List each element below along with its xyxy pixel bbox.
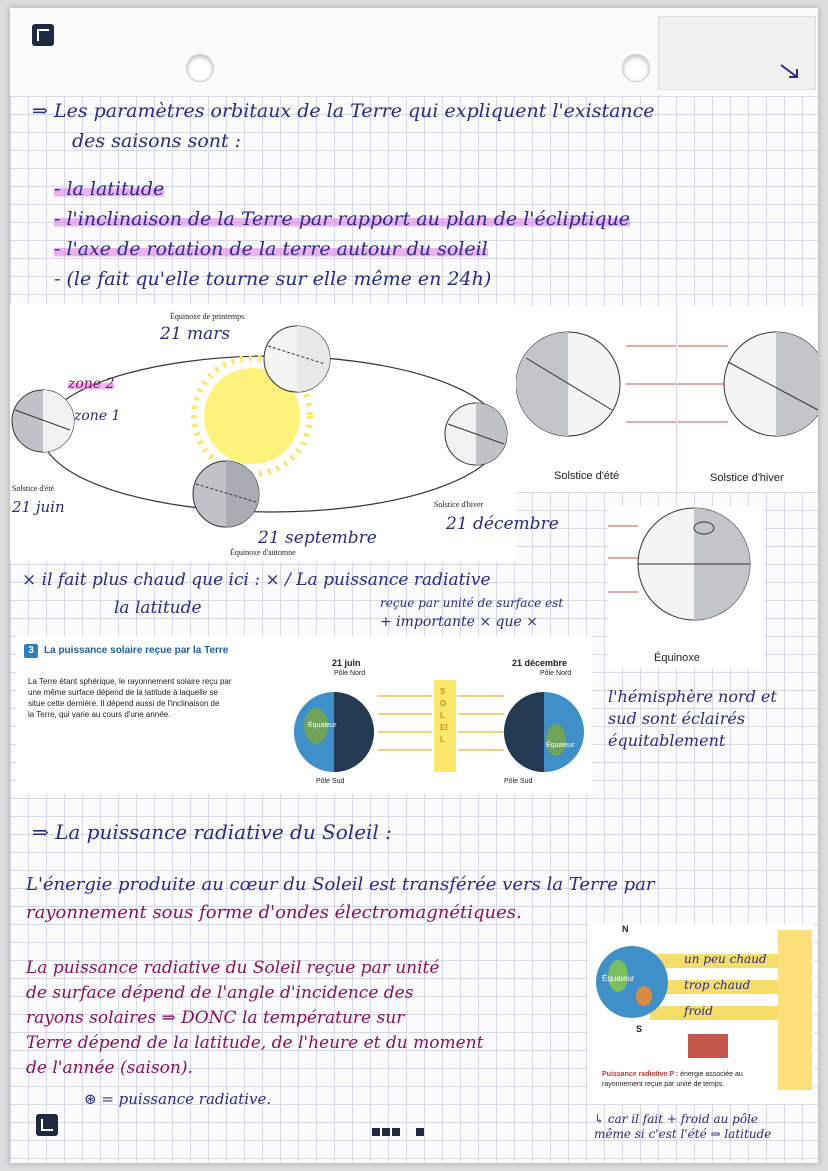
textbook-title: La puissance solaire reçue par la Terre	[44, 645, 229, 656]
latitude-line-1: × il fait plus chaud que ici : × / La puissance radiative	[22, 570, 491, 590]
punch-hole-right	[622, 54, 650, 82]
menu-logo-icon[interactable]	[36, 1114, 58, 1136]
december-label: 21 décembre	[512, 658, 568, 668]
page-dot[interactable]	[382, 1128, 390, 1136]
punch-hole-left	[186, 54, 214, 82]
page-dot[interactable]	[416, 1128, 424, 1136]
notebook-page	[10, 8, 818, 1163]
summer-solstice-label: Solstice d'été	[12, 484, 55, 493]
textbook-figure	[16, 636, 592, 794]
june-label: 21 juin	[332, 658, 361, 668]
orbit-diagram	[10, 304, 559, 562]
list-item: - la latitude	[54, 178, 165, 200]
winter-solstice-caption: Solstice d'hiver	[710, 472, 784, 484]
legend: Puissance radiative P : énergie associée au rayonnement reçue par unité de temps.	[602, 1071, 743, 1088]
list-item: - l'axe de rotation de la terre autour du soleil	[54, 238, 488, 260]
page-indicator[interactable]	[372, 1128, 430, 1136]
autumn-date: 21 septembre	[258, 528, 377, 548]
spring-equinox-label: Équinoxe de printemps	[170, 312, 245, 321]
winter-solstice-figure	[678, 306, 818, 466]
summer-date: 21 juin	[12, 498, 65, 516]
sticky-note	[658, 16, 816, 90]
earth-spring-equinox-icon	[264, 326, 330, 392]
summer-solstice-caption: Solstice d'été	[554, 470, 620, 482]
app-logo-icon[interactable]	[32, 24, 54, 46]
north-pole-label-december: Pôle Nord	[540, 670, 572, 677]
orbit-figure	[10, 304, 516, 562]
list-item: - l'inclinaison de la Terre par rapport au plan de l'écliptique	[54, 208, 631, 230]
heat-label-2: trop chaud	[684, 978, 751, 992]
earth-winter-solstice-icon	[445, 403, 507, 465]
equator-label-june: Équateur	[308, 722, 337, 729]
earth-june-icon	[294, 692, 374, 772]
intro-line-2: des saisons sont :	[72, 130, 242, 152]
arrow-down-right-icon	[775, 61, 805, 81]
paragraph1-line2: rayonnement sous forme d'ondes électromagnétiques.	[26, 902, 522, 923]
footnote: ⊛ = puissance radiative.	[84, 1090, 272, 1108]
equinox-caption: Équinoxe	[654, 652, 700, 664]
winter-solstice-label: Solstice d'hiver	[434, 500, 484, 509]
textbook-body: La Terre étant sphérique, le rayonnement solaire reçu par une même surface dépend de la latitude à laquelle se situe cette dernière. Il dépend aussi de l'inclinaison de la Terre, qui varie au cours d'une année.	[28, 677, 232, 719]
summer-solstice-figure	[516, 306, 676, 466]
bottom-note: ↳ car il fait + froid au pôle même si c'est l'été ⇒ latitude	[594, 1112, 772, 1141]
earth-december-icon	[504, 692, 584, 772]
heat-label-1: un peu chaud	[684, 952, 767, 966]
summer-solstice-panel	[516, 306, 676, 492]
south-pole-label-december: Pôle Sud	[504, 778, 533, 785]
textbook-excerpt	[16, 636, 592, 794]
page-dot[interactable]	[372, 1128, 380, 1136]
equator-label-december: Équateur	[546, 742, 575, 749]
zone1-label: zone 1	[74, 408, 121, 424]
latitude-line-2: la latitude	[114, 598, 202, 618]
sun-card	[588, 924, 814, 1104]
earth-summer-solstice-icon	[12, 390, 74, 452]
doc-number-badge: 3	[24, 644, 38, 658]
latitude-line-3: reçue par unité de surface est	[380, 596, 564, 610]
north-pole-label-june: Pôle Nord	[334, 670, 366, 677]
latitude-line-4: + importante × que ×	[380, 614, 538, 630]
zone2-label: zone 2	[68, 376, 115, 392]
intro-line-1: ⇒ Les paramètres orbitaux de la Terre qui expliquent l'existance	[32, 100, 655, 122]
paragraph2: La puissance radiative du Soleil reçue par unité de surface dépend de l'angle d'incidence des rayons solaires ⇒ DONC la température sur Terre dépend de la latitude, de l'heure et du moment de l'année (saison).	[26, 958, 484, 1078]
earth-autumn-equinox-icon	[193, 461, 259, 527]
equinox-figure	[608, 506, 764, 646]
south-label: S	[636, 1024, 643, 1034]
autumn-equinox-label: Équinoxe d'automne	[230, 548, 296, 557]
equator-label: Équateur	[602, 974, 635, 983]
heat-label-3: froid	[684, 1004, 713, 1018]
section2-title: ⇒ La puissance radiative du Soleil :	[32, 820, 392, 844]
spring-date: 21 mars	[160, 324, 231, 344]
sun-word: SOLEIL	[440, 687, 448, 744]
list-item: - (le fait qu'elle tourne sur elle même en 24h)	[54, 268, 492, 290]
north-label: N	[622, 924, 629, 934]
equinox-panel	[608, 506, 764, 668]
page-dot[interactable]	[392, 1128, 400, 1136]
paragraph1-line1: L'énergie produite au cœur du Soleil est transférée vers la Terre par	[26, 874, 655, 895]
winter-solstice-panel	[678, 306, 818, 492]
winter-date: 21 décembre	[446, 514, 559, 534]
equinox-note: l'hémisphère nord et sud sont éclairés équitablement	[608, 687, 777, 750]
south-pole-label-june: Pôle Sud	[316, 778, 345, 785]
